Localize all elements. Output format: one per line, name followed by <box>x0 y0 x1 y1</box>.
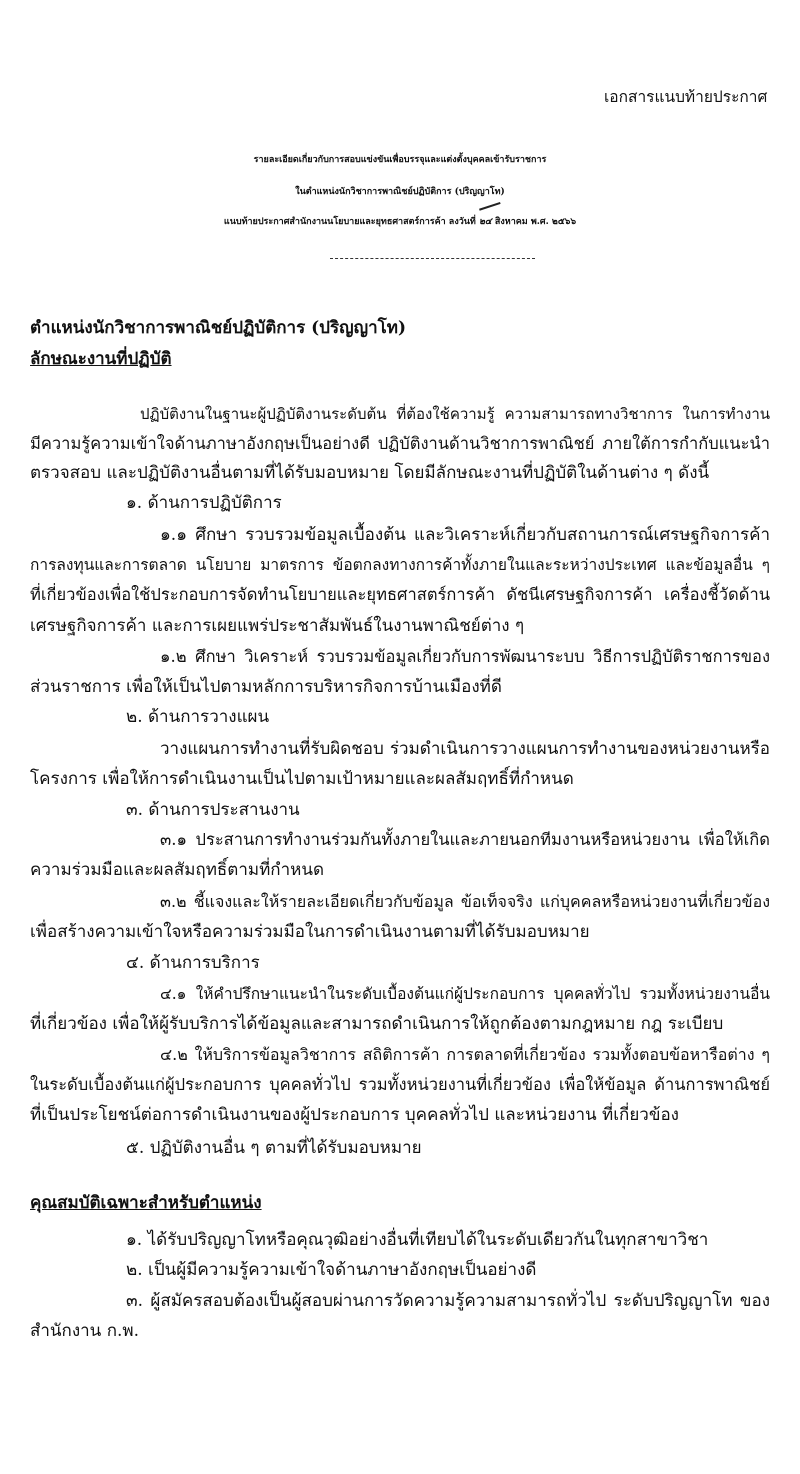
section-4-1-line: ที่เกี่ยวข้อง เพื่อให้ผู้รับบริการได้ข้อมูลและสามารถดำเนินการให้ถูกต้องตามกฎหมาย กฎ ระเบียบ <box>30 1014 724 1034</box>
section-3-1-line: ความร่วมมือและผลสัมฤทธิ์ตามที่กำหนด <box>30 860 325 880</box>
position-heading: ตำแหน่งนักวิชาการพาณิชย์ปฏิบัติการ (ปริญญาโท) <box>30 318 406 338</box>
section-1-title: ๑. ด้านการปฏิบัติการ <box>126 493 282 513</box>
section-1-2-line: ๑.๒ ศึกษา วิเคราะห์ รวบรวมข้อมูลเกี่ยวกับการพัฒนาระบบ วิธีการปฏิบัติราชการของ <box>160 647 770 666</box>
section-1-1-line: การลงทุนและการตลาด นโยบาย มาตรการ ข้อตกลงทางการค้าทั้งภายในและระหว่างประเทศ และข้อมูลอื่น ๆ <box>30 556 770 574</box>
qualifications-heading: คุณสมบัติเฉพาะสำหรับตำแหน่ง <box>30 1193 262 1213</box>
title-line-3-suffix: สิงหาคม พ.ศ. ๒๕๖๖ <box>494 217 577 227</box>
qualification-item: สำนักงาน ก.พ. <box>30 1321 140 1341</box>
title-line-2: ในตำแหน่งนักวิชาการพาณิชย์ปฏิบัติการ (ปริญญาโท) <box>295 187 505 197</box>
qualification-item: ๓. ผู้สมัครสอบต้องเป็นผู้สอบผ่านการวัดความรู้ความสามารถทั่วไป ระดับปริญญาโท ของ <box>126 1291 770 1311</box>
duties-heading: ลักษณะงานที่ปฏิบัติ <box>30 349 172 369</box>
section-4-title: ๔. ด้านการบริการ <box>126 953 260 973</box>
section-4-2-line: ที่เป็นประโยชน์ต่อการดำเนินงานของผู้ประกอบการ บุคคลทั่วไป และหน่วยงาน ที่เกี่ยวข้อง <box>30 1105 679 1125</box>
section-3-2-line: เพื่อสร้างความเข้าใจหรือความร่วมมือในการดำเนินงานตามที่ได้รับมอบหมาย <box>30 922 590 942</box>
section-1-1-line: ๑.๑ ศึกษา รวบรวมข้อมูลเบื้องต้น และวิเคราะห์เกี่ยวกับสถานการณ์เศรษฐกิจการค้า <box>160 525 770 545</box>
section-2-line: วางแผนการทำงานที่รับผิดชอบ ร่วมดำเนินการวางแผนการทำงานของหน่วยงานหรือ <box>160 739 770 759</box>
duties-intro-line: ปฏิบัติงานในฐานะผู้ปฏิบัติงานระดับต้น ที่ต้องใช้ความรู้ ความสามารถทางวิชาการ ในการทำงาน <box>140 405 770 423</box>
dashed-divider <box>330 258 535 259</box>
section-4-2-line: ๔.๒ ให้บริการข้อมูลวิชาการ สถิติการค้า การตลาดที่เกี่ยวข้อง รวมทั้งตอบข้อหารือต่าง ๆ <box>160 1045 770 1064</box>
section-1-1-line: เศรษฐกิจการค้า และการเผยแพร่ประชาสัมพันธ์ในงานพาณิชย์ต่าง ๆ <box>30 616 525 636</box>
title-line-3 <box>0 209 800 235</box>
section-2-title: ๒. ด้านการวางแผน <box>126 707 270 727</box>
title-line-3-prefix: แนบท้ายประกาศสำนักงานนโยบายและยุทธศาสตร์การค้า ลงวันที่ <box>223 217 476 227</box>
section-3-2-line: ๓.๒ ชี้แจงและให้รายละเอียดเกี่ยวกับข้อมูล ข้อเท็จจริง แก่บุคคลหรือหน่วยงานที่เกี่ยวข้อง <box>160 892 770 911</box>
section-4-2-line: ในระดับเบื้องต้นแก่ผู้ประกอบการ บุคคลทั่วไป รวมทั้งหน่วยงานที่เกี่ยวข้อง เพื่อให้ข้อมูล ด้านการพาณิชย์ <box>30 1075 770 1094</box>
section-3-title: ๓. ด้านการประสานงาน <box>126 800 300 820</box>
section-3-1-line: ๓.๑ ประสานการทำงานร่วมกันทั้งภายในและภายนอกทีมงานหรือหน่วยงาน เพื่อให้เกิด <box>160 830 770 849</box>
attachment-label: เอกสารแนบท้ายประกาศ <box>604 88 768 106</box>
qualification-item: ๒. เป็นผู้มีความรู้ความเข้าใจด้านภาษาอังกฤษเป็นอย่างดี <box>126 1260 537 1280</box>
section-1-2-line: ส่วนราชการ เพื่อให้เป็นไปตามหลักการบริหารกิจการบ้านเมืองที่ดี <box>30 677 502 697</box>
handwritten-date-day: ๒๔ <box>479 209 492 235</box>
section-4-1-line: ๔.๑ ให้คำปรึกษาแนะนำในระดับเบื้องต้นแก่ผู้ประกอบการ บุคคลทั่วไป รวมทั้งหน่วยงานอื่น <box>160 985 770 1003</box>
section-1-1-line: ที่เกี่ยวข้องเพื่อใช้ประกอบการจัดทำนโยบายและยุทธศาสตร์การค้า ดัชนีเศรษฐกิจการค้า เครื่องชี้วัดด้าน <box>30 585 770 604</box>
section-5-title: ๕. ปฏิบัติงานอื่น ๆ ตามที่ได้รับมอบหมาย <box>126 1138 422 1158</box>
title-line-1: รายละเอียดเกี่ยวกับการสอบแข่งขันเพื่อบรรจุและแต่งตั้งบุคคลเข้ารับราชการ <box>253 155 547 165</box>
section-2-line: โครงการ เพื่อให้การดำเนินงานเป็นไปตามเป้าหมายและผลสัมฤทธิ์ที่กำหนด <box>30 769 574 789</box>
qualification-item: ๑. ได้รับปริญญาโทหรือคุณวุฒิอย่างอื่นที่เทียบได้ในระดับเดียวกันในทุกสาขาวิชา <box>126 1230 709 1250</box>
duties-intro-line: มีความรู้ความเข้าใจด้านภาษาอังกฤษเป็นอย่างดี ปฏิบัติงานด้านวิชาการพาณิชย์ ภายใต้การกำกับแนะนำ <box>30 434 770 453</box>
duties-intro-line: ตรวจสอบ และปฏิบัติงานอื่นตามที่ได้รับมอบหมาย โดยมีลักษณะงานที่ปฏิบัติในด้านต่าง ๆ ดังนี้ <box>30 463 710 483</box>
